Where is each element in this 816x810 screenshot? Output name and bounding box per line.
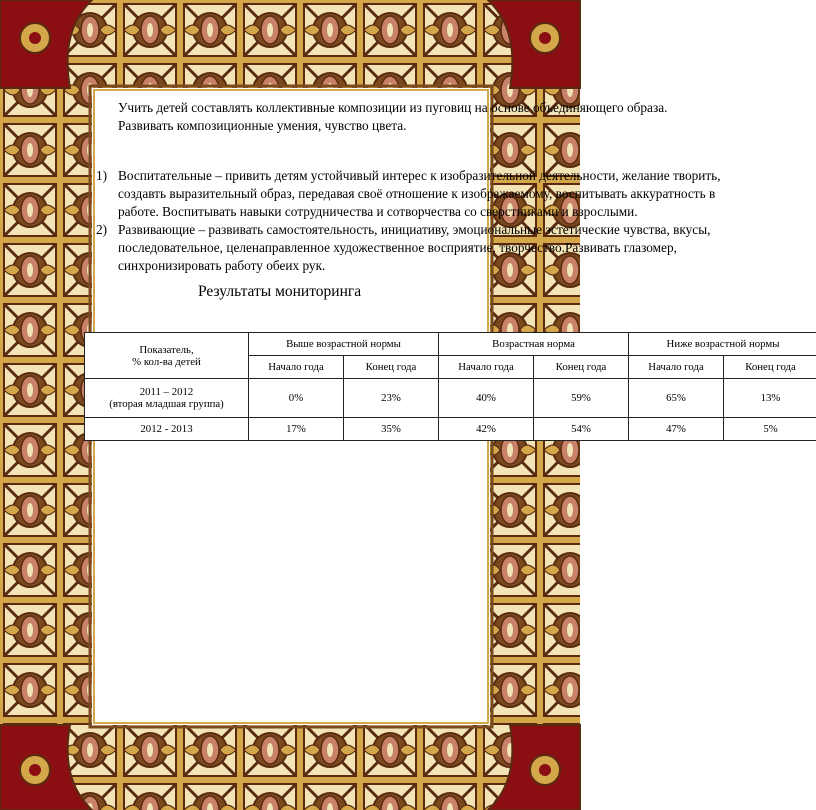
- period-end-header: Конец года: [724, 356, 816, 379]
- row-label-cell: [85, 418, 249, 441]
- period-end-header: Конец года: [534, 356, 629, 379]
- table-cell: 42%: [439, 418, 534, 441]
- task-item: [96, 221, 726, 275]
- row-sublabel: (вторая младшая группа): [109, 398, 224, 410]
- task-number: 1): [96, 168, 108, 183]
- task-item: [96, 167, 726, 221]
- table-cell: 59%: [534, 379, 629, 418]
- table-cell: 47%: [629, 418, 724, 441]
- table-cell: 0%: [249, 379, 344, 418]
- table-cell: 35%: [344, 418, 439, 441]
- table-row: [85, 418, 816, 441]
- table-cell: 5%: [724, 418, 816, 441]
- indicator-header: Показатель,: [139, 343, 194, 356]
- group-header: Возрастная норма: [439, 333, 629, 356]
- tasks-list: [96, 167, 726, 275]
- table-row: [85, 379, 816, 418]
- table-cell: 13%: [724, 379, 816, 418]
- table-header-row: [85, 333, 816, 356]
- period-start-header: Начало года: [249, 356, 344, 379]
- group-header: Ниже возрастной нормы: [629, 333, 816, 356]
- monitoring-table: [84, 332, 816, 441]
- goal-paragraph: Учить детей составлять коллективные композиции из пуговиц на основе объединяющего образа. Развивать композиционные умения, чувство цвета.: [118, 100, 668, 133]
- row-label: 2011 – 2012: [139, 386, 194, 398]
- table-cell: 17%: [249, 418, 344, 441]
- frame-left: [0, 0, 92, 810]
- table-cell: 65%: [629, 379, 724, 418]
- indicator-header-cell: [85, 333, 249, 379]
- period-start-header: Начало года: [439, 356, 534, 379]
- task-text: Развивающие – развивать самостоятельность, инициативу, эмоциональные эстетические чувства, вкусы, последовательное, целенаправленное художественное восприятие, творчество.Развивать глазомер, синхронизировать работу обеих рук.: [118, 222, 711, 273]
- period-start-header: Начало года: [629, 356, 724, 379]
- monitoring-title: Результаты мониторинга: [198, 283, 362, 300]
- table-cell: 23%: [344, 379, 439, 418]
- group-header: Выше возрастной нормы: [249, 333, 439, 356]
- row-label: 2012 - 2013: [140, 423, 193, 435]
- row-label-cell: [85, 379, 249, 418]
- task-number: 2): [96, 222, 108, 237]
- indicator-subheader: % кол-ва детей: [132, 355, 201, 368]
- period-end-header: Конец года: [344, 356, 439, 379]
- table-cell: 54%: [534, 418, 629, 441]
- table-cell: 40%: [439, 379, 534, 418]
- task-text: Воспитательные – привить детям устойчивый интерес к изобразительной деятельности, желание творить, создавть выразительный образ, передавая своё отношение к изображаемому, воспитывать аккуратность в работе. Воспитывать навыки сотрудничества и сотворчества со сверстниками и взрослыми.: [118, 168, 721, 219]
